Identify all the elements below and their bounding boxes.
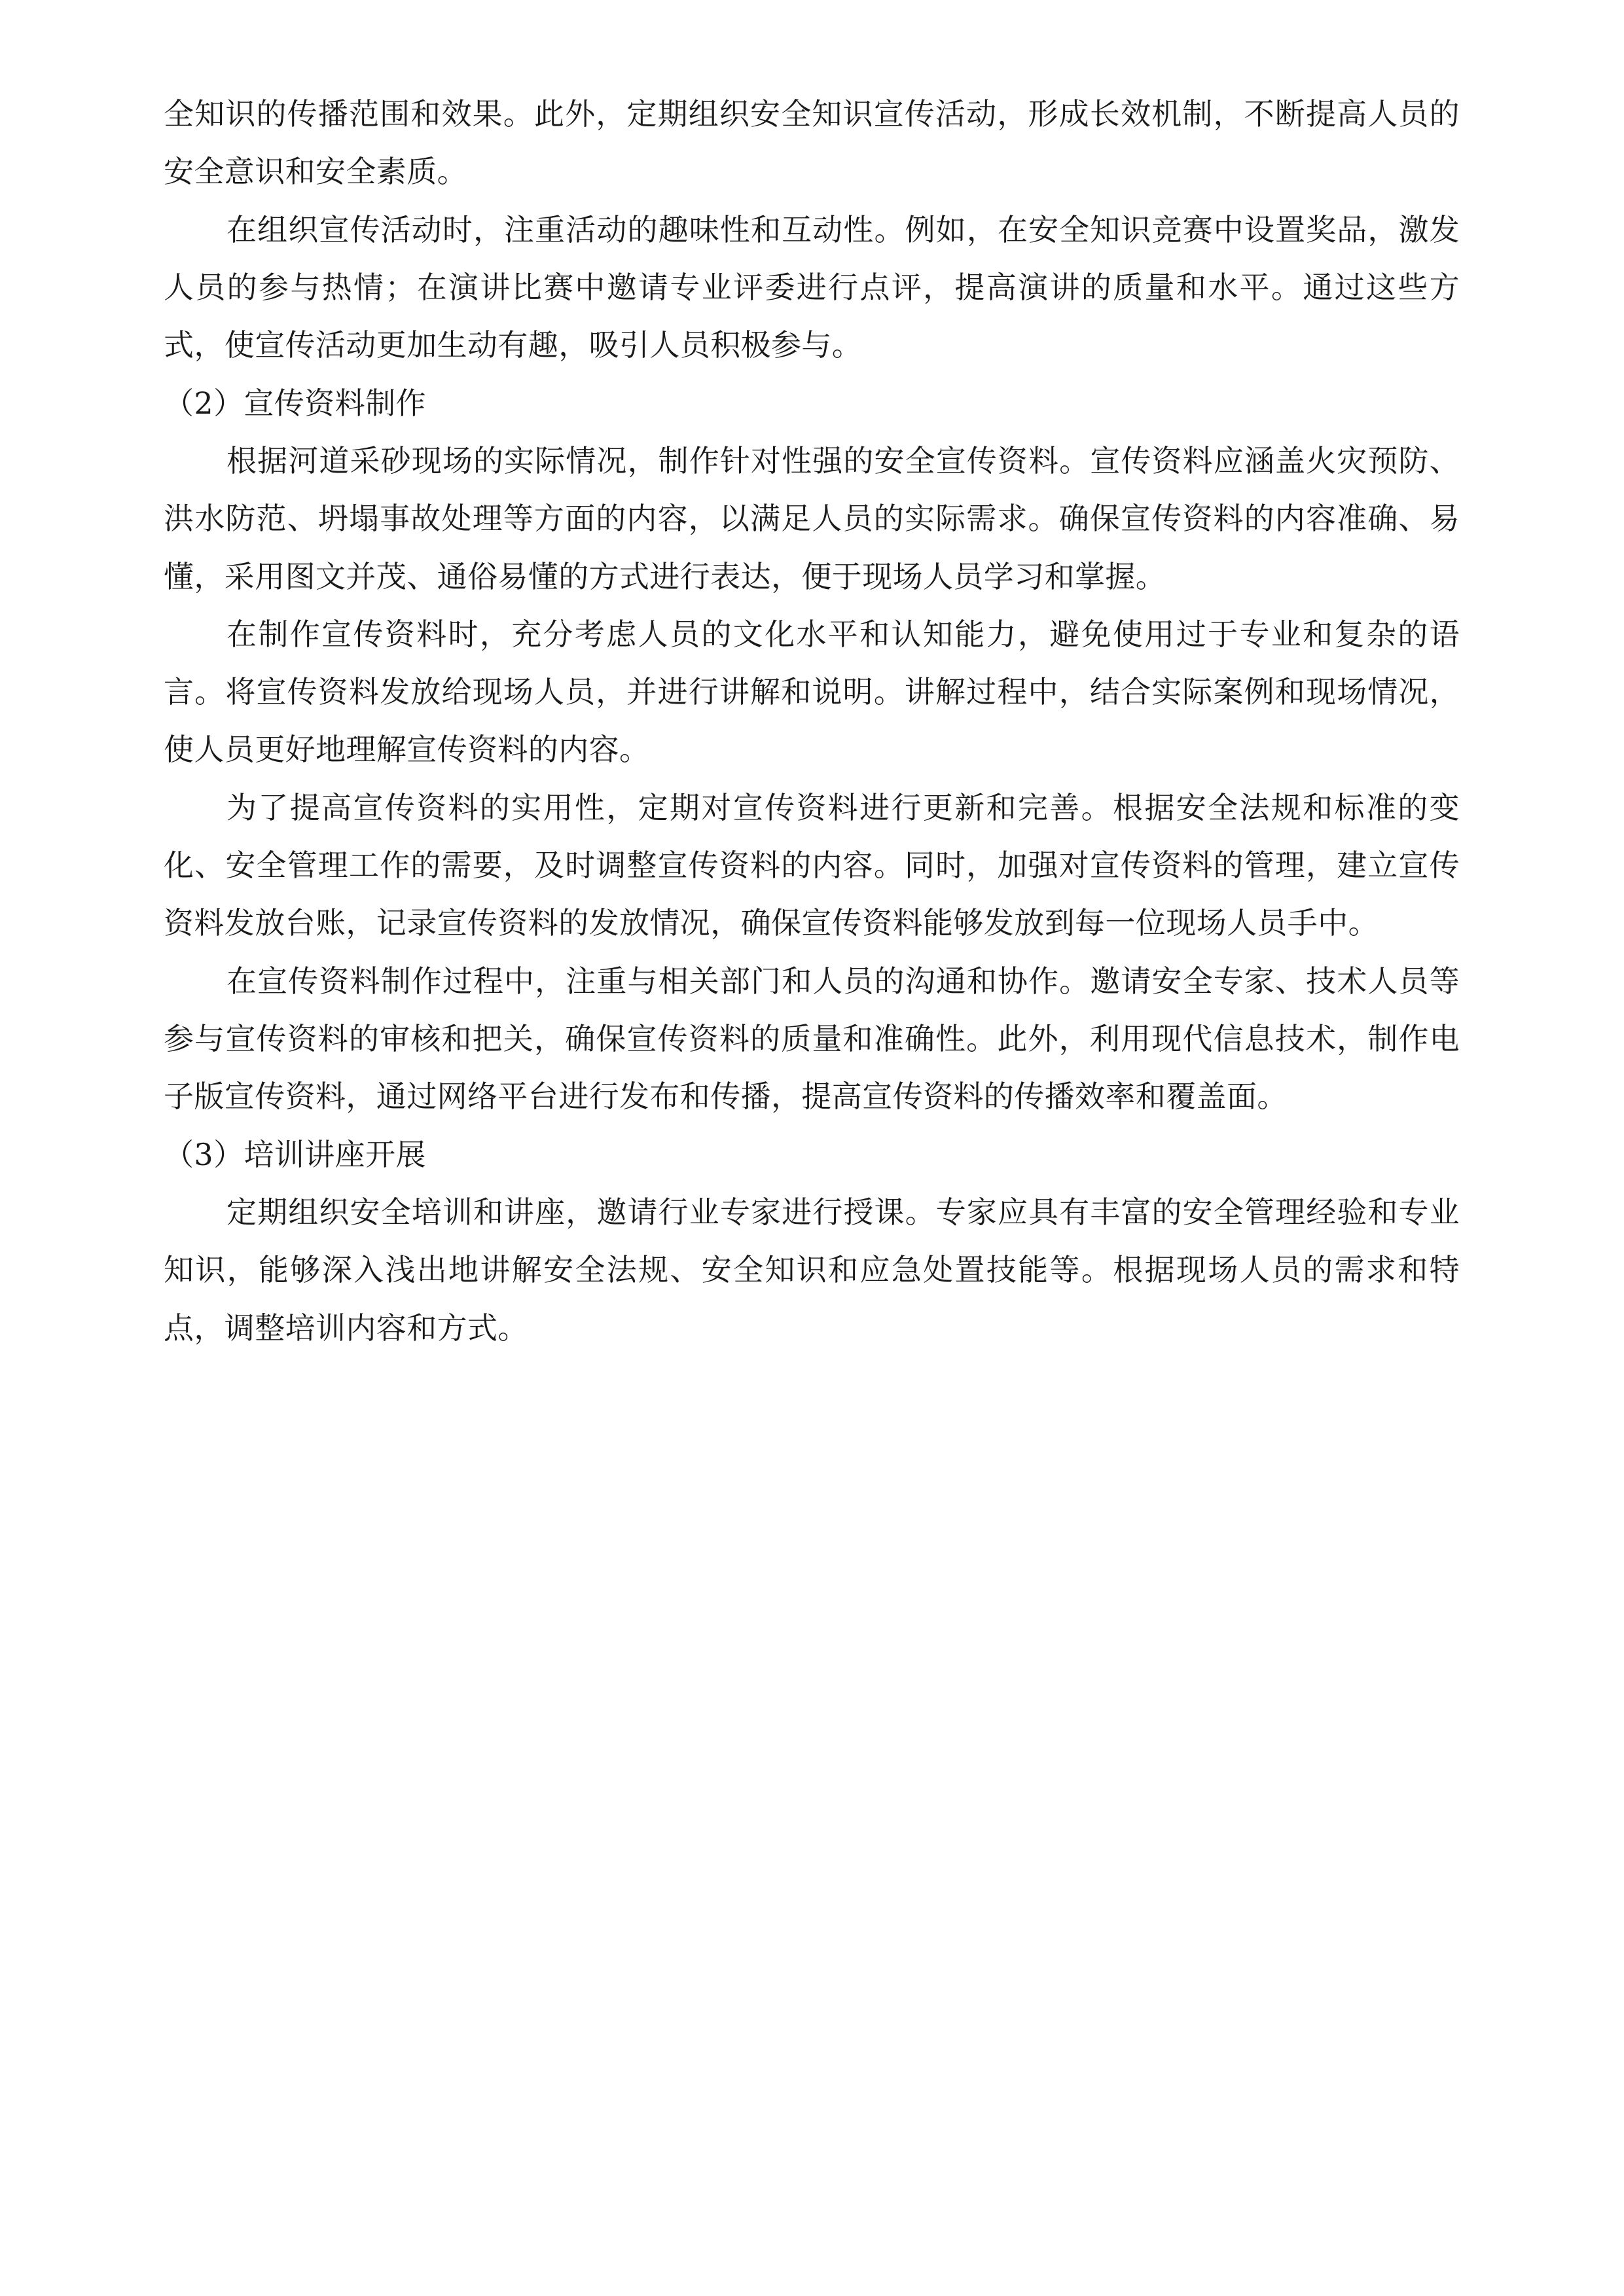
paragraph-training-content: 定期组织安全培训和讲座，邀请行业专家进行授课。专家应具有丰富的安全管理经验和专业知识，能够深入浅出地讲解安全法规、安全知识和应急处置技能等。根据现场人员的需求和特点，调整培训内容和方式。 <box>164 1194 1460 1346</box>
paragraph-continuation: 全知识的传播范围和效果。此外，定期组织安全知识宣传活动，形成长效机制，不断提高人员的安全意识和安全素质。 <box>164 96 1460 190</box>
document-body <box>164 85 1460 1357</box>
paragraph-material-content: 根据河道采砂现场的实际情况，制作针对性强的安全宣传资料。宣传资料应涵盖火灾预防、洪水防范、坍塌事故处理等方面的内容，以满足人员的实际需求。确保宣传资料的内容准确、易懂，采用图文并茂、通俗易懂的方式进行表达，便于现场人员学习和掌握。 <box>164 442 1460 594</box>
heading-training-lecture: （3）培训讲座开展 <box>164 1136 426 1172</box>
paragraph-activity-interest: 在组织宣传活动时，注重活动的趣味性和互动性。例如，在安全知识竞赛中设置奖品，激发人员的参与热情；在演讲比赛中邀请专业评委进行点评，提高演讲的质量和水平。通过这些方式，使宣传活动更加生动有趣，吸引人员积极参与。 <box>164 211 1460 363</box>
heading-material-production: （2）宣传资料制作 <box>164 385 426 421</box>
paragraph-material-language: 在制作宣传资料时，充分考虑人员的文化水平和认知能力，避免使用过于专业和复杂的语言。将宣传资料发放给现场人员，并进行讲解和说明。讲解过程中，结合实际案例和现场情况，使人员更好地理解宣传资料的内容。 <box>164 616 1460 768</box>
paragraph-material-update: 为了提高宣传资料的实用性，定期对宣传资料进行更新和完善。根据安全法规和标准的变化、安全管理工作的需要，及时调整宣传资料的内容。同时，加强对宣传资料的管理，建立宣传资料发放台账，记录宣传资料的发放情况，确保宣传资料能够发放到每一位现场人员手中。 <box>164 789 1460 941</box>
paragraph-material-cooperation: 在宣传资料制作过程中，注重与相关部门和人员的沟通和协作。邀请安全专家、技术人员等参与宣传资料的审核和把关，确保宣传资料的质量和准确性。此外，利用现代信息技术，制作电子版宣传资料，通过网络平台进行发布和传播，提高宣传资料的传播效率和覆盖面。 <box>164 963 1460 1115</box>
